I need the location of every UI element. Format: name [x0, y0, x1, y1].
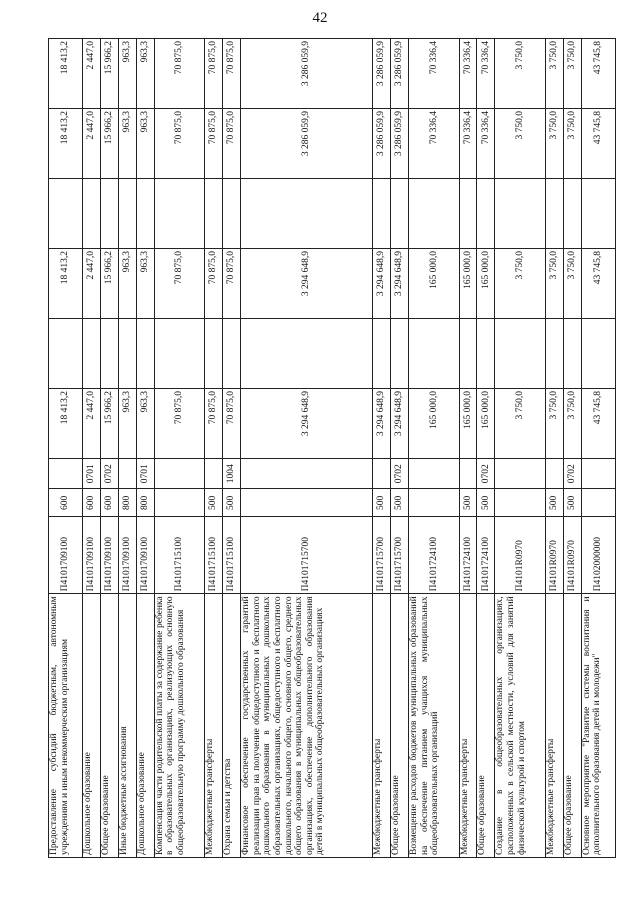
row-name-cell: Межбюджетные трансферты [373, 594, 391, 858]
target-article-code-cell: П4101R0970 [495, 517, 546, 594]
amount-cell-4 [101, 179, 119, 249]
amount-cell-2 [223, 319, 241, 389]
amount-cell-6: 15 966,2 [101, 39, 119, 109]
amount-cell-4 [205, 179, 223, 249]
amount-cell-5: 70 875,0 [205, 109, 223, 179]
amount-cell-3: 70 875,0 [223, 249, 241, 319]
amount-cell-2 [83, 319, 101, 389]
amount-cell-6: 70 336,4 [409, 39, 460, 109]
target-article-code-cell: П4101715100 [223, 517, 241, 594]
amount-cell-5: 70 875,0 [154, 109, 205, 179]
expense-type-code-cell [495, 489, 546, 517]
row-name-cell: Иные бюджетные ассигнования [118, 594, 136, 858]
amount-cell-1: 3 294 648,9 [241, 389, 373, 459]
table-row [545, 39, 563, 858]
amount-cell-5: 43 745,8 [581, 109, 615, 179]
target-article-code-cell: П4101715100 [154, 517, 205, 594]
expense-type-code-cell: 500 [205, 489, 223, 517]
amount-cell-2 [205, 319, 223, 389]
row-name-cell: Межбюджетные трансферты [545, 594, 563, 858]
target-article-code-cell: П4101715700 [241, 517, 373, 594]
amount-cell-5: 3 750,0 [545, 109, 563, 179]
target-article-code-cell: П4101709100 [136, 517, 154, 594]
row-name-cell: Общее образование [391, 594, 409, 858]
amount-cell-4 [545, 179, 563, 249]
table-body [49, 39, 616, 858]
amount-cell-6: 3 750,0 [563, 39, 581, 109]
row-name-cell: Создание в общеобразовательных организациях, расположенных в сельской местности, условий для занятий физической культурой и спортом [495, 594, 546, 858]
target-article-code-cell: П4101715700 [391, 517, 409, 594]
row-name-cell: Охрана семьи и детства [223, 594, 241, 858]
section-code-cell: 0702 [563, 459, 581, 489]
section-code-cell [409, 459, 460, 489]
amount-cell-4 [459, 179, 477, 249]
amount-cell-6: 70 336,4 [477, 39, 495, 109]
amount-cell-5: 3 750,0 [495, 109, 546, 179]
amount-cell-4 [409, 179, 460, 249]
target-article-code-cell: П4101724100 [459, 517, 477, 594]
section-code-cell: 0702 [477, 459, 495, 489]
target-article-code-cell: П4101709100 [49, 517, 83, 594]
amount-cell-2 [477, 319, 495, 389]
section-code-cell [118, 459, 136, 489]
section-code-cell: 0702 [391, 459, 409, 489]
amount-cell-5: 2 447,0 [83, 109, 101, 179]
amount-cell-5: 3 286 059,9 [391, 109, 409, 179]
amount-cell-3: 70 875,0 [154, 249, 205, 319]
amount-cell-5: 963,3 [118, 109, 136, 179]
table-row [83, 39, 101, 858]
section-code-cell [545, 459, 563, 489]
row-name-cell: Общее образование [563, 594, 581, 858]
amount-cell-5: 963,3 [136, 109, 154, 179]
amount-cell-2 [136, 319, 154, 389]
expense-type-code-cell: 800 [118, 489, 136, 517]
amount-cell-1: 3 750,0 [545, 389, 563, 459]
amount-cell-6: 3 286 059,9 [373, 39, 391, 109]
amount-cell-2 [118, 319, 136, 389]
table-row [373, 39, 391, 858]
amount-cell-4 [581, 179, 615, 249]
amount-cell-1: 3 294 648,9 [373, 389, 391, 459]
amount-cell-6: 43 745,8 [581, 39, 615, 109]
amount-cell-1: 963,3 [118, 389, 136, 459]
amount-cell-6: 3 750,0 [545, 39, 563, 109]
amount-cell-4 [83, 179, 101, 249]
amount-cell-1: 3 750,0 [563, 389, 581, 459]
amount-cell-2 [391, 319, 409, 389]
section-code-cell: 0702 [101, 459, 119, 489]
table-row [495, 39, 546, 858]
amount-cell-4 [154, 179, 205, 249]
amount-cell-5: 18 413,2 [49, 109, 83, 179]
section-code-cell [581, 459, 615, 489]
table-row [136, 39, 154, 858]
row-name-cell: Общее образование [477, 594, 495, 858]
amount-cell-2 [373, 319, 391, 389]
amount-cell-4 [241, 179, 373, 249]
amount-cell-6: 70 875,0 [154, 39, 205, 109]
amount-cell-1: 18 413,2 [49, 389, 83, 459]
amount-cell-1: 70 875,0 [205, 389, 223, 459]
amount-cell-1: 3 750,0 [495, 389, 546, 459]
amount-cell-1: 70 875,0 [154, 389, 205, 459]
target-article-code-cell: П4101709100 [101, 517, 119, 594]
amount-cell-3: 3 750,0 [563, 249, 581, 319]
amount-cell-3: 963,3 [118, 249, 136, 319]
amount-cell-2 [409, 319, 460, 389]
amount-cell-6: 70 875,0 [223, 39, 241, 109]
expense-type-code-cell: 500 [373, 489, 391, 517]
amount-cell-1: 165 000,0 [459, 389, 477, 459]
amount-cell-3: 18 413,2 [49, 249, 83, 319]
section-code-cell [459, 459, 477, 489]
amount-cell-2 [241, 319, 373, 389]
amount-cell-6: 963,3 [118, 39, 136, 109]
amount-cell-2 [495, 319, 546, 389]
amount-cell-3: 43 745,8 [581, 249, 615, 319]
amount-cell-5: 15 966,2 [101, 109, 119, 179]
row-name-cell: Межбюджетные трансферты [205, 594, 223, 858]
amount-cell-5: 70 336,4 [409, 109, 460, 179]
expense-type-code-cell [581, 489, 615, 517]
table-row [581, 39, 615, 858]
amount-cell-3: 70 875,0 [205, 249, 223, 319]
budget-table [48, 38, 616, 858]
amount-cell-5: 70 875,0 [223, 109, 241, 179]
amount-cell-3: 3 750,0 [545, 249, 563, 319]
amount-cell-6: 3 750,0 [495, 39, 546, 109]
amount-cell-4 [391, 179, 409, 249]
expense-type-code-cell: 600 [101, 489, 119, 517]
row-name-cell: Возмещение расходов бюджетов муниципальных образований на обеспечение питанием учащихся муниципальных общеобразовательных организаций [409, 594, 460, 858]
amount-cell-1: 15 966,2 [101, 389, 119, 459]
table-row [563, 39, 581, 858]
amount-cell-4 [495, 179, 546, 249]
expense-type-code-cell [154, 489, 205, 517]
amount-cell-4 [223, 179, 241, 249]
amount-cell-3: 165 000,0 [459, 249, 477, 319]
expense-type-code-cell: 500 [545, 489, 563, 517]
target-article-code-cell: П4101709100 [118, 517, 136, 594]
row-name-cell: Общее образование [101, 594, 119, 858]
amount-cell-6: 18 413,2 [49, 39, 83, 109]
amount-cell-2 [563, 319, 581, 389]
expense-type-code-cell [241, 489, 373, 517]
amount-cell-2 [545, 319, 563, 389]
amount-cell-2 [154, 319, 205, 389]
section-code-cell [49, 459, 83, 489]
row-name-cell: Межбюджетные трансферты [459, 594, 477, 858]
row-name-cell: Компенсация части родительской платы за содержание ребенка в образовательных организациях, реализующих основную общеобразовательную программу дошкольного образования [154, 594, 205, 858]
section-code-cell: 1004 [223, 459, 241, 489]
amount-cell-3: 165 000,0 [477, 249, 495, 319]
amount-cell-3: 3 294 648,9 [241, 249, 373, 319]
amount-cell-6: 70 336,4 [459, 39, 477, 109]
amount-cell-2 [581, 319, 615, 389]
amount-cell-6: 3 286 059,9 [391, 39, 409, 109]
row-name-cell: Дошкольное образование [136, 594, 154, 858]
amount-cell-2 [101, 319, 119, 389]
amount-cell-3: 165 000,0 [409, 249, 460, 319]
amount-cell-1: 70 875,0 [223, 389, 241, 459]
amount-cell-4 [136, 179, 154, 249]
expense-type-code-cell: 500 [459, 489, 477, 517]
target-article-code-cell: П4102000000 [581, 517, 615, 594]
table-row [391, 39, 409, 858]
amount-cell-1: 2 447,0 [83, 389, 101, 459]
target-article-code-cell: П4101R0970 [563, 517, 581, 594]
amount-cell-5: 70 336,4 [459, 109, 477, 179]
expense-type-code-cell: 800 [136, 489, 154, 517]
amount-cell-4 [477, 179, 495, 249]
amount-cell-1: 43 745,8 [581, 389, 615, 459]
target-article-code-cell: П4101715100 [205, 517, 223, 594]
amount-cell-5: 3 286 059,9 [241, 109, 373, 179]
section-code-cell [373, 459, 391, 489]
amount-cell-2 [49, 319, 83, 389]
table-row [477, 39, 495, 858]
target-article-code-cell: П4101R0970 [545, 517, 563, 594]
target-article-code-cell: П4101724100 [409, 517, 460, 594]
amount-cell-3: 963,3 [136, 249, 154, 319]
amount-cell-3: 3 750,0 [495, 249, 546, 319]
section-code-cell: 0701 [136, 459, 154, 489]
expense-type-code-cell: 600 [83, 489, 101, 517]
expense-type-code-cell: 500 [477, 489, 495, 517]
amount-cell-6: 70 875,0 [205, 39, 223, 109]
amount-cell-1: 963,3 [136, 389, 154, 459]
expense-type-code-cell: 500 [223, 489, 241, 517]
amount-cell-1: 165 000,0 [477, 389, 495, 459]
amount-cell-4 [49, 179, 83, 249]
amount-cell-4 [118, 179, 136, 249]
row-name-cell: Предоставление субсидий бюджетным, автономным учреждениям и иным некоммерческим организациям [49, 594, 83, 858]
rotated-table-wrapper [48, 38, 616, 858]
amount-cell-3: 3 294 648,9 [373, 249, 391, 319]
table-row [118, 39, 136, 858]
table-row [241, 39, 373, 858]
amount-cell-6: 2 447,0 [83, 39, 101, 109]
section-code-cell [241, 459, 373, 489]
amount-cell-6: 3 286 059,9 [241, 39, 373, 109]
expense-type-code-cell: 600 [49, 489, 83, 517]
page-number: 42 [312, 10, 328, 26]
section-code-cell [495, 459, 546, 489]
section-code-cell: 0701 [83, 459, 101, 489]
table-row [101, 39, 119, 858]
expense-type-code-cell [409, 489, 460, 517]
row-name-cell: Основное мероприятие "Развитие системы воспитания и дополнительного образования детей и молодежи" [581, 594, 615, 858]
amount-cell-3: 15 966,2 [101, 249, 119, 319]
target-article-code-cell: П4101709100 [83, 517, 101, 594]
expense-type-code-cell: 500 [563, 489, 581, 517]
table-row [49, 39, 83, 858]
amount-cell-2 [459, 319, 477, 389]
amount-cell-1: 3 294 648,9 [391, 389, 409, 459]
section-code-cell [205, 459, 223, 489]
amount-cell-1: 165 000,0 [409, 389, 460, 459]
table-row [154, 39, 205, 858]
amount-cell-3: 3 294 648,9 [391, 249, 409, 319]
target-article-code-cell: П4101715700 [373, 517, 391, 594]
amount-cell-4 [373, 179, 391, 249]
table-row [409, 39, 460, 858]
amount-cell-3: 2 447,0 [83, 249, 101, 319]
table-row [223, 39, 241, 858]
amount-cell-4 [563, 179, 581, 249]
amount-cell-6: 963,3 [136, 39, 154, 109]
section-code-cell [154, 459, 205, 489]
table-row [205, 39, 223, 858]
expense-type-code-cell: 500 [391, 489, 409, 517]
row-name-cell: Финансовое обеспечение государственных гарантий реализации прав на получение общедоступного и бесплатного дошкольного образования в муниципальных дошкольных образовательных организациях, общедоступного и бесплатного дошкольного, начального общего, основного общего, среднего общего образования в муниципальных общеобразовательных организациях, обеспечение дополнительного образования детей в муниципальных общеобразовательных организациях [241, 594, 373, 858]
table-row [459, 39, 477, 858]
amount-cell-5: 3 750,0 [563, 109, 581, 179]
target-article-code-cell: П4101724100 [477, 517, 495, 594]
amount-cell-5: 3 286 059,9 [373, 109, 391, 179]
amount-cell-5: 70 336,4 [477, 109, 495, 179]
row-name-cell: Дошкольное образование [83, 594, 101, 858]
